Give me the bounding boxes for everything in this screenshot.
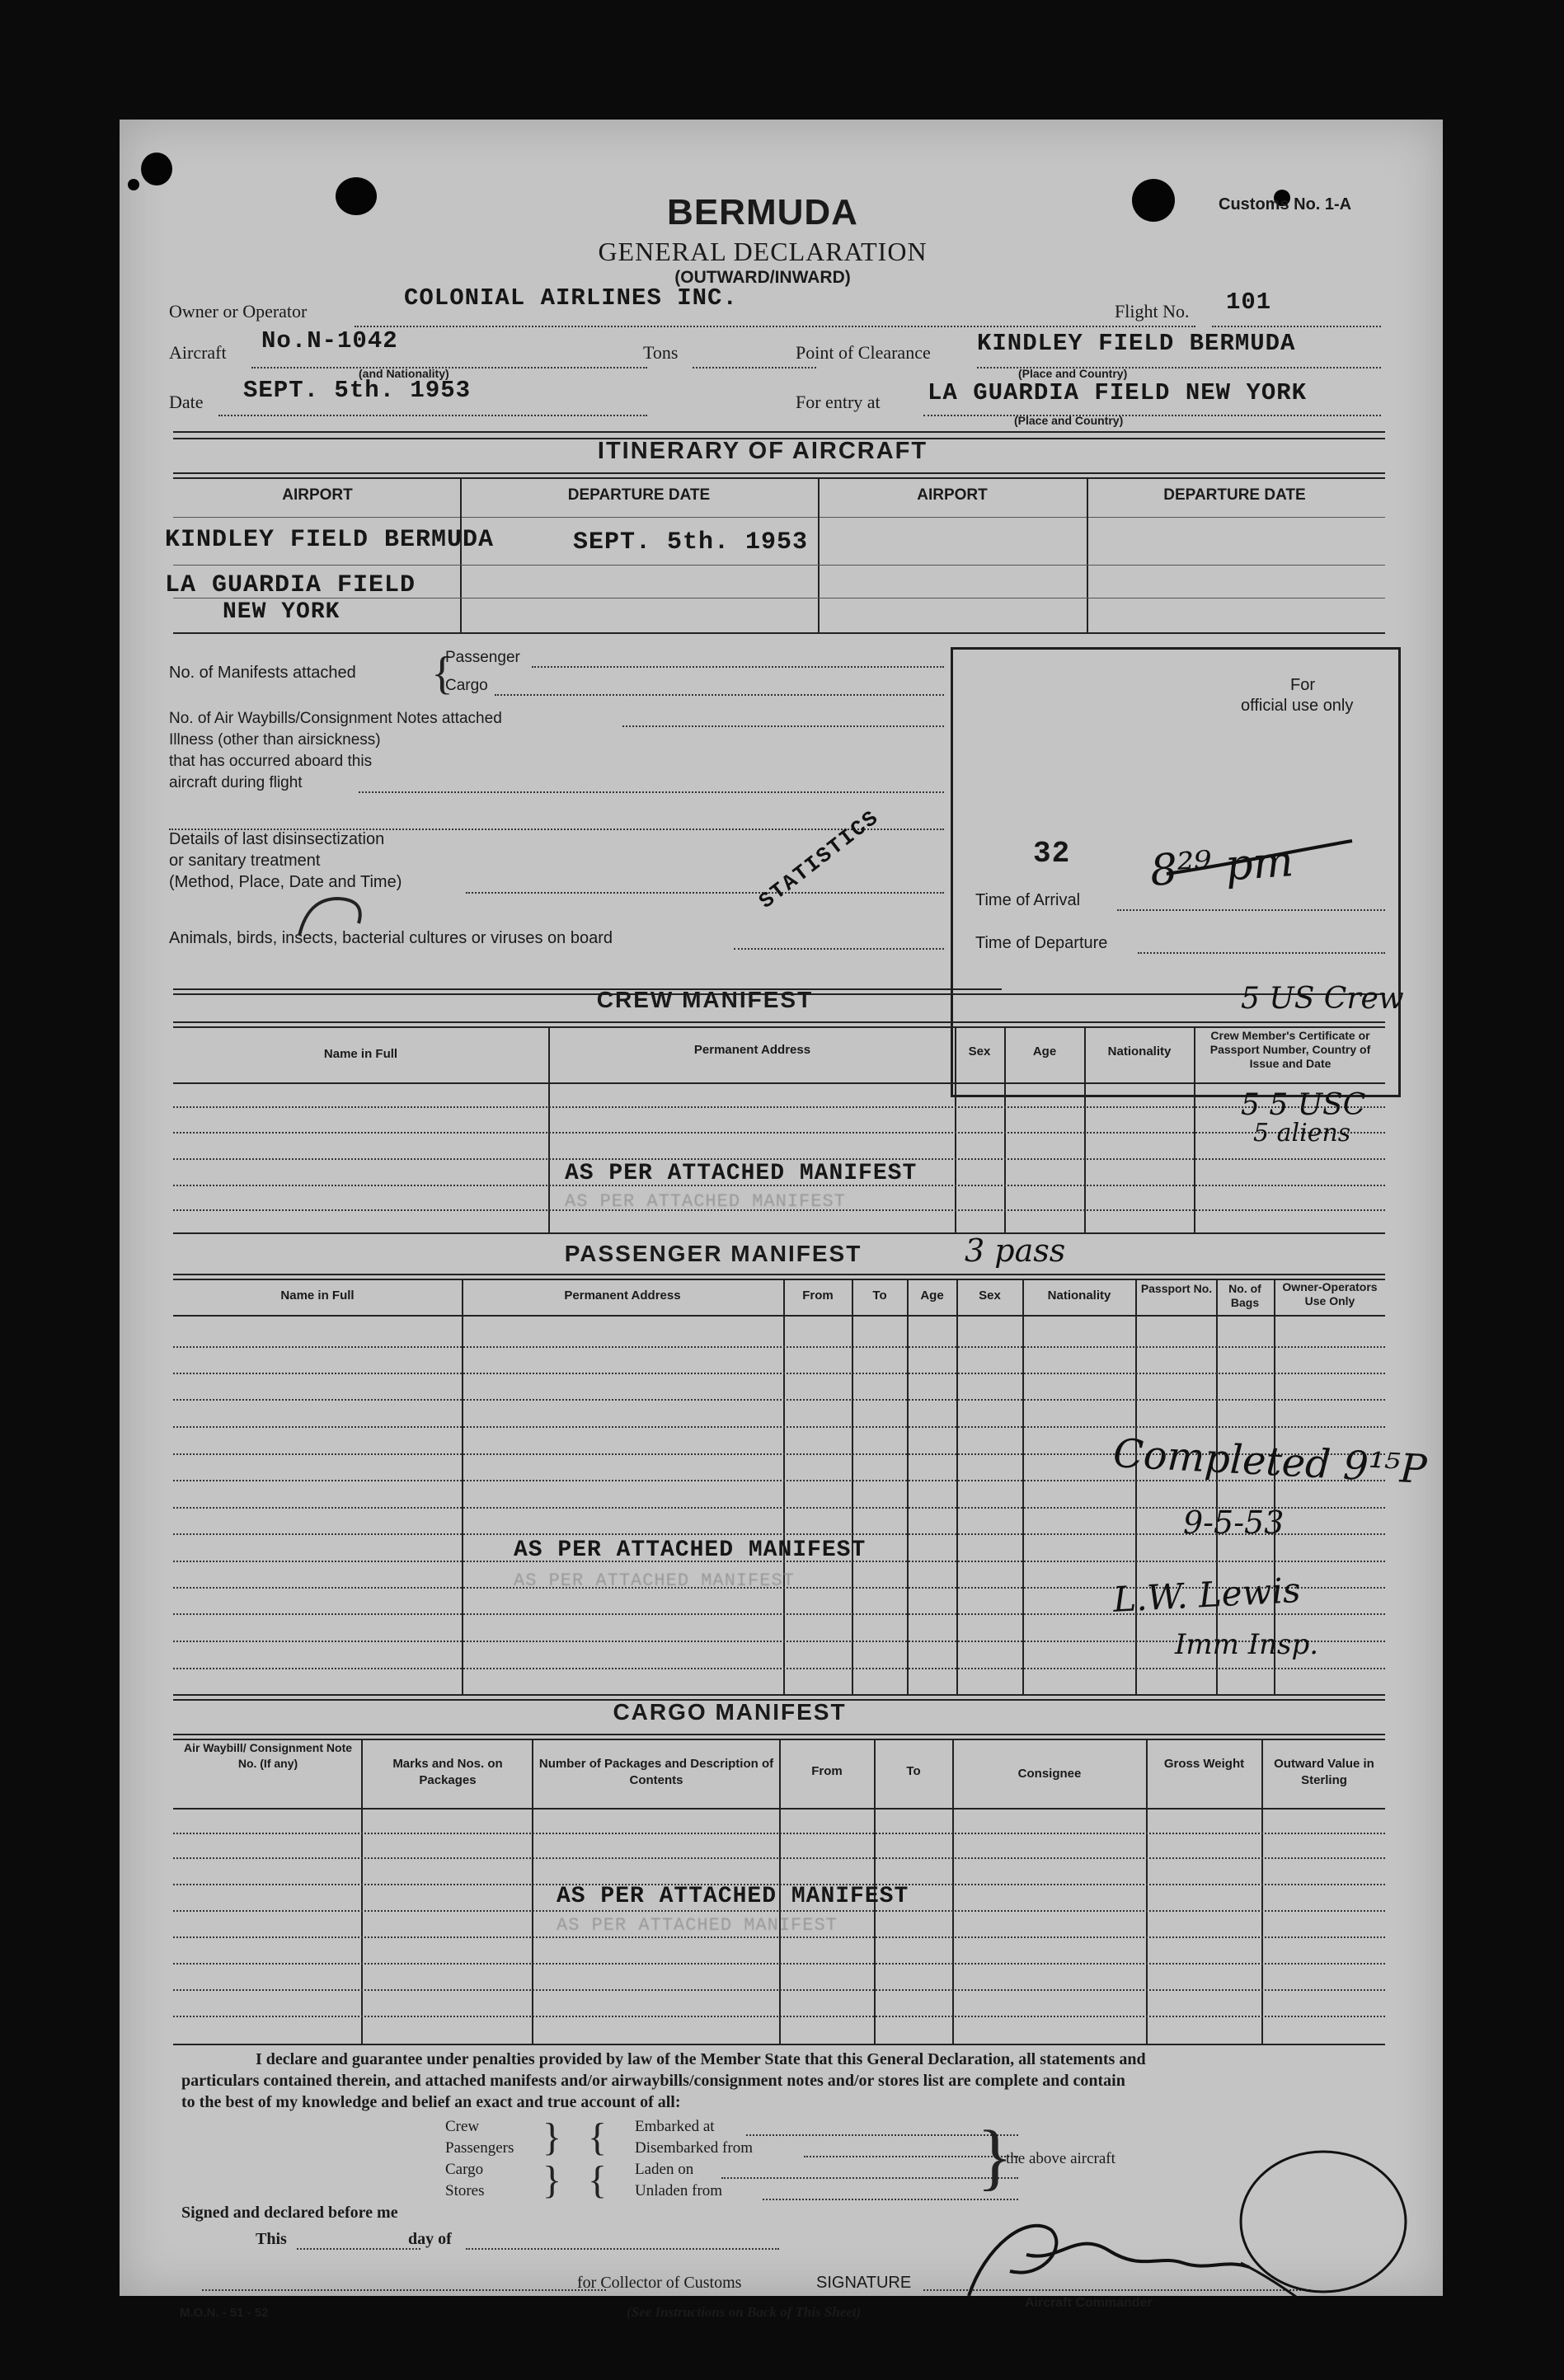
cargo-stamp-ghost: AS PER ATTACHED MANIFEST [557, 1915, 838, 1936]
passenger-header-from: From [802, 1289, 834, 1303]
departure-label: Time of Departure [975, 934, 1108, 952]
place-country-note-1: (Place and Country) [1018, 367, 1128, 380]
manifests-label: No. of Manifests attached [169, 664, 356, 682]
owner-label: Owner or Operator [169, 301, 308, 322]
cargo-header-weight: Gross Weight [1163, 1757, 1245, 1771]
passenger-header-passport: Passport No. [1140, 1282, 1213, 1295]
declaration-text-2: particulars contained therein, and attached manifests and/or airwaybills/consignment notes and/or stores list are complete and contain [181, 2072, 1125, 2090]
passenger-header-sex: Sex [979, 1289, 1001, 1303]
cargo-header-consignee: Consignee [1017, 1767, 1082, 1781]
form-direction: (OUTWARD/INWARD) [674, 268, 851, 287]
this-label: This [256, 2230, 287, 2248]
passenger-header-bags: No. of Bags [1228, 1282, 1261, 1309]
cargo-header-packages: Number of Packages and Description of Contents [538, 1757, 774, 1787]
waybills-label: No. of Air Waybills/Consignment Notes attached [169, 710, 502, 727]
itinerary-header-date-1: DEPARTURE DATE [567, 486, 711, 504]
passenger-header-nationality: Nationality [1047, 1289, 1111, 1303]
crew-header-age: Age [1032, 1044, 1057, 1059]
date-value: SEPT. 5th. 1953 [243, 377, 472, 404]
instructions-label: (See Instructions on Back of This Sheet) [627, 2304, 862, 2320]
disinsect-label-1: Details of last disinsectization [169, 830, 385, 848]
brace: } [542, 2115, 562, 2159]
clearance-value: KINDLEY FIELD BERMUDA [977, 330, 1296, 357]
brace: } [542, 2158, 562, 2202]
aircraft-note: (and Nationality) [359, 367, 449, 380]
disinsect-label-3: (Method, Place, Date and Time) [169, 873, 402, 891]
itinerary-title: ITINERARY OF AIRCRAFT [597, 438, 928, 464]
declaration-text-1: I declare and guarantee under penalties provided by law of the Member State that this General Declaration, all statements and [256, 2050, 1146, 2068]
commander-signature [969, 2226, 1249, 2296]
declaration-item-unladen: Unladen from [635, 2182, 723, 2199]
cargo-header-waybill: Air Waybill/ Consignment Note No. (If any) [183, 1741, 353, 1770]
crew-title: CREW MANIFEST [596, 987, 814, 1012]
itinerary-date-1: SEPT. 5th. 1953 [573, 528, 809, 556]
aircraft-label: Aircraft [169, 342, 227, 363]
passenger-header-age: Age [920, 1289, 944, 1303]
passenger-note-1: Completed 9¹⁵P [1111, 1430, 1428, 1493]
commander-label: Aircraft Commander [1025, 2296, 1153, 2310]
passenger-note-4: Imm Insp. [1175, 1628, 1319, 1661]
form-title: BERMUDA [667, 192, 858, 232]
crew-header-address: Permanent Address [693, 1043, 811, 1057]
arrival-label: Time of Arrival [975, 891, 1081, 909]
passenger-label: Passenger [445, 649, 520, 666]
big-brace: } [977, 2116, 1013, 2198]
passenger-note-2: 9-5-53 [1183, 1505, 1285, 1541]
disinsect-label-2: or sanitary treatment [169, 852, 321, 870]
cargo-stamp: AS PER ATTACHED MANIFEST [557, 1884, 909, 1909]
tons-label: Tons [643, 342, 679, 363]
manifests-brace: { [431, 648, 453, 699]
signature-loop [1241, 2152, 1406, 2292]
cargo-header-value: Outward Value in Sterling [1274, 1757, 1374, 1787]
crew-note-2: 5 aliens [1253, 1119, 1351, 1148]
passenger-stamp-ghost: AS PER ATTACHED MANIFEST [514, 1570, 795, 1591]
itinerary-airport-2: LA GUARDIA FIELD [165, 571, 416, 599]
cargo-header-to: To [906, 1764, 921, 1778]
clearance-label: Point of Clearance [796, 342, 931, 363]
crew-header-nationality: Nationality [1107, 1044, 1172, 1059]
declaration-text-3: to the best of my knowledge and belief an exact and true account of all: [181, 2093, 681, 2111]
customs-number: Customs No. 1-A [1219, 195, 1352, 214]
declaration-item-embarked: Embarked at [635, 2118, 715, 2135]
declaration-item-laden: Laden on [635, 2161, 694, 2178]
official-number: 32 [1033, 837, 1071, 871]
passenger-title: PASSENGER MANIFEST [564, 1241, 862, 1266]
illness-label-1: Illness (other than airsickness) [169, 731, 381, 749]
flight-value: 101 [1226, 289, 1272, 316]
declaration-item-stores: Stores [445, 2182, 485, 2199]
arrival-underline [1167, 841, 1352, 874]
passenger-stamp: AS PER ATTACHED MANIFEST [514, 1537, 867, 1563]
arrival-value: 8²⁹ pm [1148, 837, 1295, 896]
cargo-label: Cargo [445, 677, 488, 694]
passenger-header-address: Permanent Address [564, 1289, 681, 1303]
itinerary-airport-1: KINDLEY FIELD BERMUDA [165, 526, 495, 554]
declaration-item-passengers: Passengers [445, 2139, 514, 2157]
signature-label: SIGNATURE [816, 2274, 912, 2292]
place-country-note-2: (Place and Country) [1014, 414, 1124, 427]
crew-header-sex: Sex [968, 1044, 991, 1059]
itinerary-header-airport-2: AIRPORT [917, 486, 988, 504]
passenger-title-note: 3 pass [965, 1232, 1066, 1269]
declaration-item-crew: Crew [445, 2118, 480, 2135]
animals-check-mark [299, 899, 360, 936]
aircraft-value: No.N-1042 [261, 327, 398, 354]
brace: { [588, 2158, 608, 2202]
form-number: M.O.N. - 51 - 52 [180, 2306, 269, 2320]
illness-label-2: that has occurred aboard this [169, 753, 373, 770]
declaration-sheet [120, 120, 1443, 2320]
cargo-header-from: From [811, 1764, 843, 1778]
animals-label: Animals, birds, insects, bacterial cultures or viruses on board [169, 929, 613, 947]
statistics-stamp: STATISTICS [754, 805, 885, 914]
crew-header-name: Name in Full [323, 1047, 398, 1061]
itinerary-header-date-2: DEPARTURE DATE [1163, 486, 1306, 504]
brace: { [588, 2115, 608, 2159]
passenger-header-name: Name in Full [280, 1289, 355, 1303]
itinerary-airport-2b: NEW YORK [223, 599, 341, 625]
handwriting-overlay [120, 120, 1443, 2296]
date-label: Date [169, 392, 204, 412]
collector-label: for Collector of Customs [577, 2274, 742, 2292]
illness-label-3: aircraft during flight [169, 774, 303, 791]
crew-stamp: AS PER ATTACHED MANIFEST [565, 1161, 918, 1186]
day-label: day of [408, 2230, 452, 2248]
declaration-item-disembarked: Disembarked from [635, 2139, 753, 2157]
itinerary-header-airport-1: AIRPORT [282, 486, 353, 504]
cargo-header-marks: Marks and Nos. on Packages [392, 1757, 503, 1787]
flight-label: Flight No. [1115, 301, 1190, 322]
crew-note-1: 5 5 USC [1241, 1088, 1366, 1122]
crew-stamp-ghost: AS PER ATTACHED MANIFEST [565, 1191, 846, 1212]
crew-title-note: 5 US Crew [1241, 982, 1404, 1016]
crew-header-certificate: Crew Member's Certificate or Passport Number, Country of Issue and Date [1209, 1029, 1371, 1070]
entry-value: LA GUARDIA FIELD NEW YORK [928, 379, 1308, 406]
official-label-2: official use only [1241, 697, 1354, 715]
above-aircraft: the above aircraft [1006, 2150, 1115, 2167]
passenger-note-3: L.W. Lewis [1111, 1570, 1302, 1620]
passenger-header-owner-use: Owner-Operators Use Only [1282, 1280, 1378, 1307]
form-subtitle: GENERAL DECLARATION [598, 237, 928, 266]
cargo-title: CARGO MANIFEST [613, 1699, 847, 1725]
passenger-header-to: To [872, 1289, 887, 1303]
owner-value: COLONIAL AIRLINES INC. [404, 284, 738, 312]
declaration-item-cargo: Cargo [445, 2161, 484, 2178]
official-label-1: For [1290, 676, 1315, 694]
entry-label: For entry at [796, 392, 881, 412]
signed-label: Signed and declared before me [181, 2204, 398, 2222]
